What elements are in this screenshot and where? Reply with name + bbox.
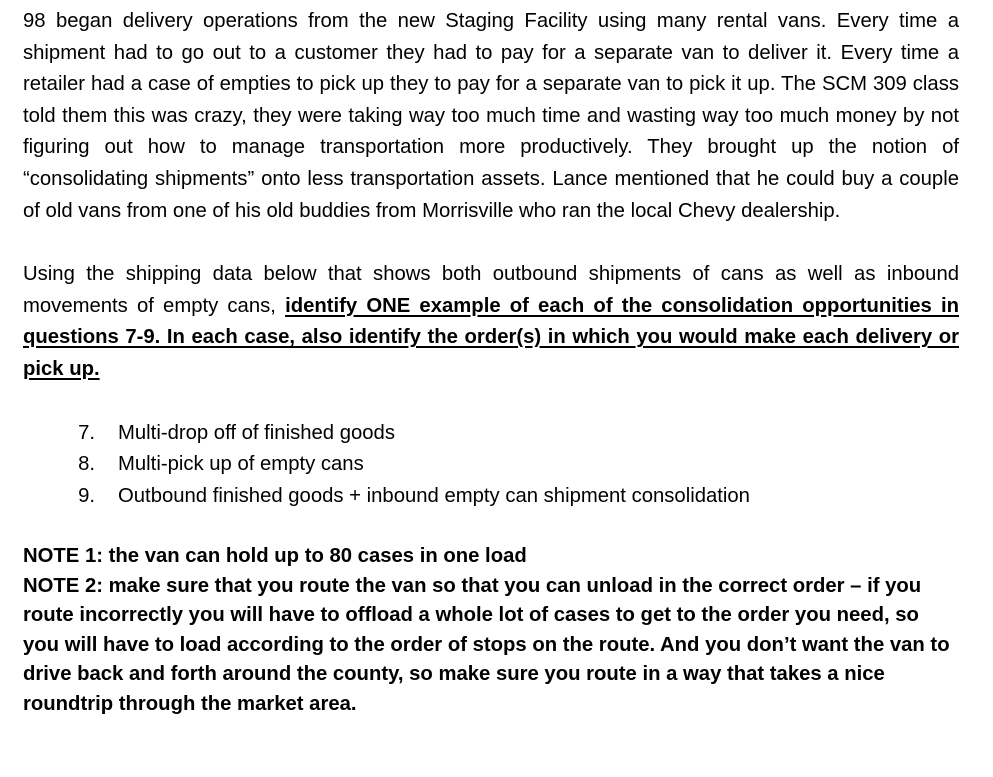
instructions-paragraph <box>23 259 959 385</box>
instructions-lead: Using the shipping data below that shows both outbound shipments of cans as well as inbound movements of empty cans, <box>23 263 959 317</box>
instructions-emphasis: identify ONE example of each of the consolidation opportunities in questions 7-9. In each case, also identify the order(s) in which you would make each delivery or pick up. <box>23 294 960 380</box>
question-item <box>23 418 959 450</box>
question-item <box>23 449 959 481</box>
note-2: NOTE 2: make sure that you route the van so that you can unload in the correct order – if you route incorrectly you will have to offload a whole lot of cases to get to the order you need, so you will have to load according to the order of stops on the route. And you don’t want the van to drive back and forth around the county, so make sure you route in a way that takes a nice roundtrip through the market area. <box>23 574 950 715</box>
question-text: Multi-pick up of empty cans <box>118 453 364 476</box>
question-item <box>23 481 959 513</box>
question-number: 9. <box>78 484 95 507</box>
intro-paragraph: 98 began delivery operations from the new Staging Facility using many rental vans. Every time a shipment had to go out to a customer they had to pay for a separate van to deliver it. Every time a retailer had a case of empties to pick up they to pay for a separate van to pick it up. The SCM 309 class told them this was crazy, they were taking way too much time and wasting way too much money by not figuring out how to manage transportation more productively. They brought up the notion of “consolidating shipments” onto less transportation assets. Lance mentioned that he could buy a couple of old vans from one of his old buddies from Morrisville who ran the local Chevy dealership. <box>23 10 959 222</box>
question-text: Outbound finished goods + inbound empty can shipment consolidation <box>118 484 750 507</box>
note-1: NOTE 1: the van can hold up to 80 cases in one load <box>23 545 527 568</box>
question-number: 7. <box>78 421 95 444</box>
question-list <box>23 418 959 513</box>
question-number: 8. <box>78 453 95 476</box>
question-text: Multi-drop off of finished goods <box>118 421 395 444</box>
notes-section <box>23 542 959 719</box>
document-body <box>23 6 959 719</box>
